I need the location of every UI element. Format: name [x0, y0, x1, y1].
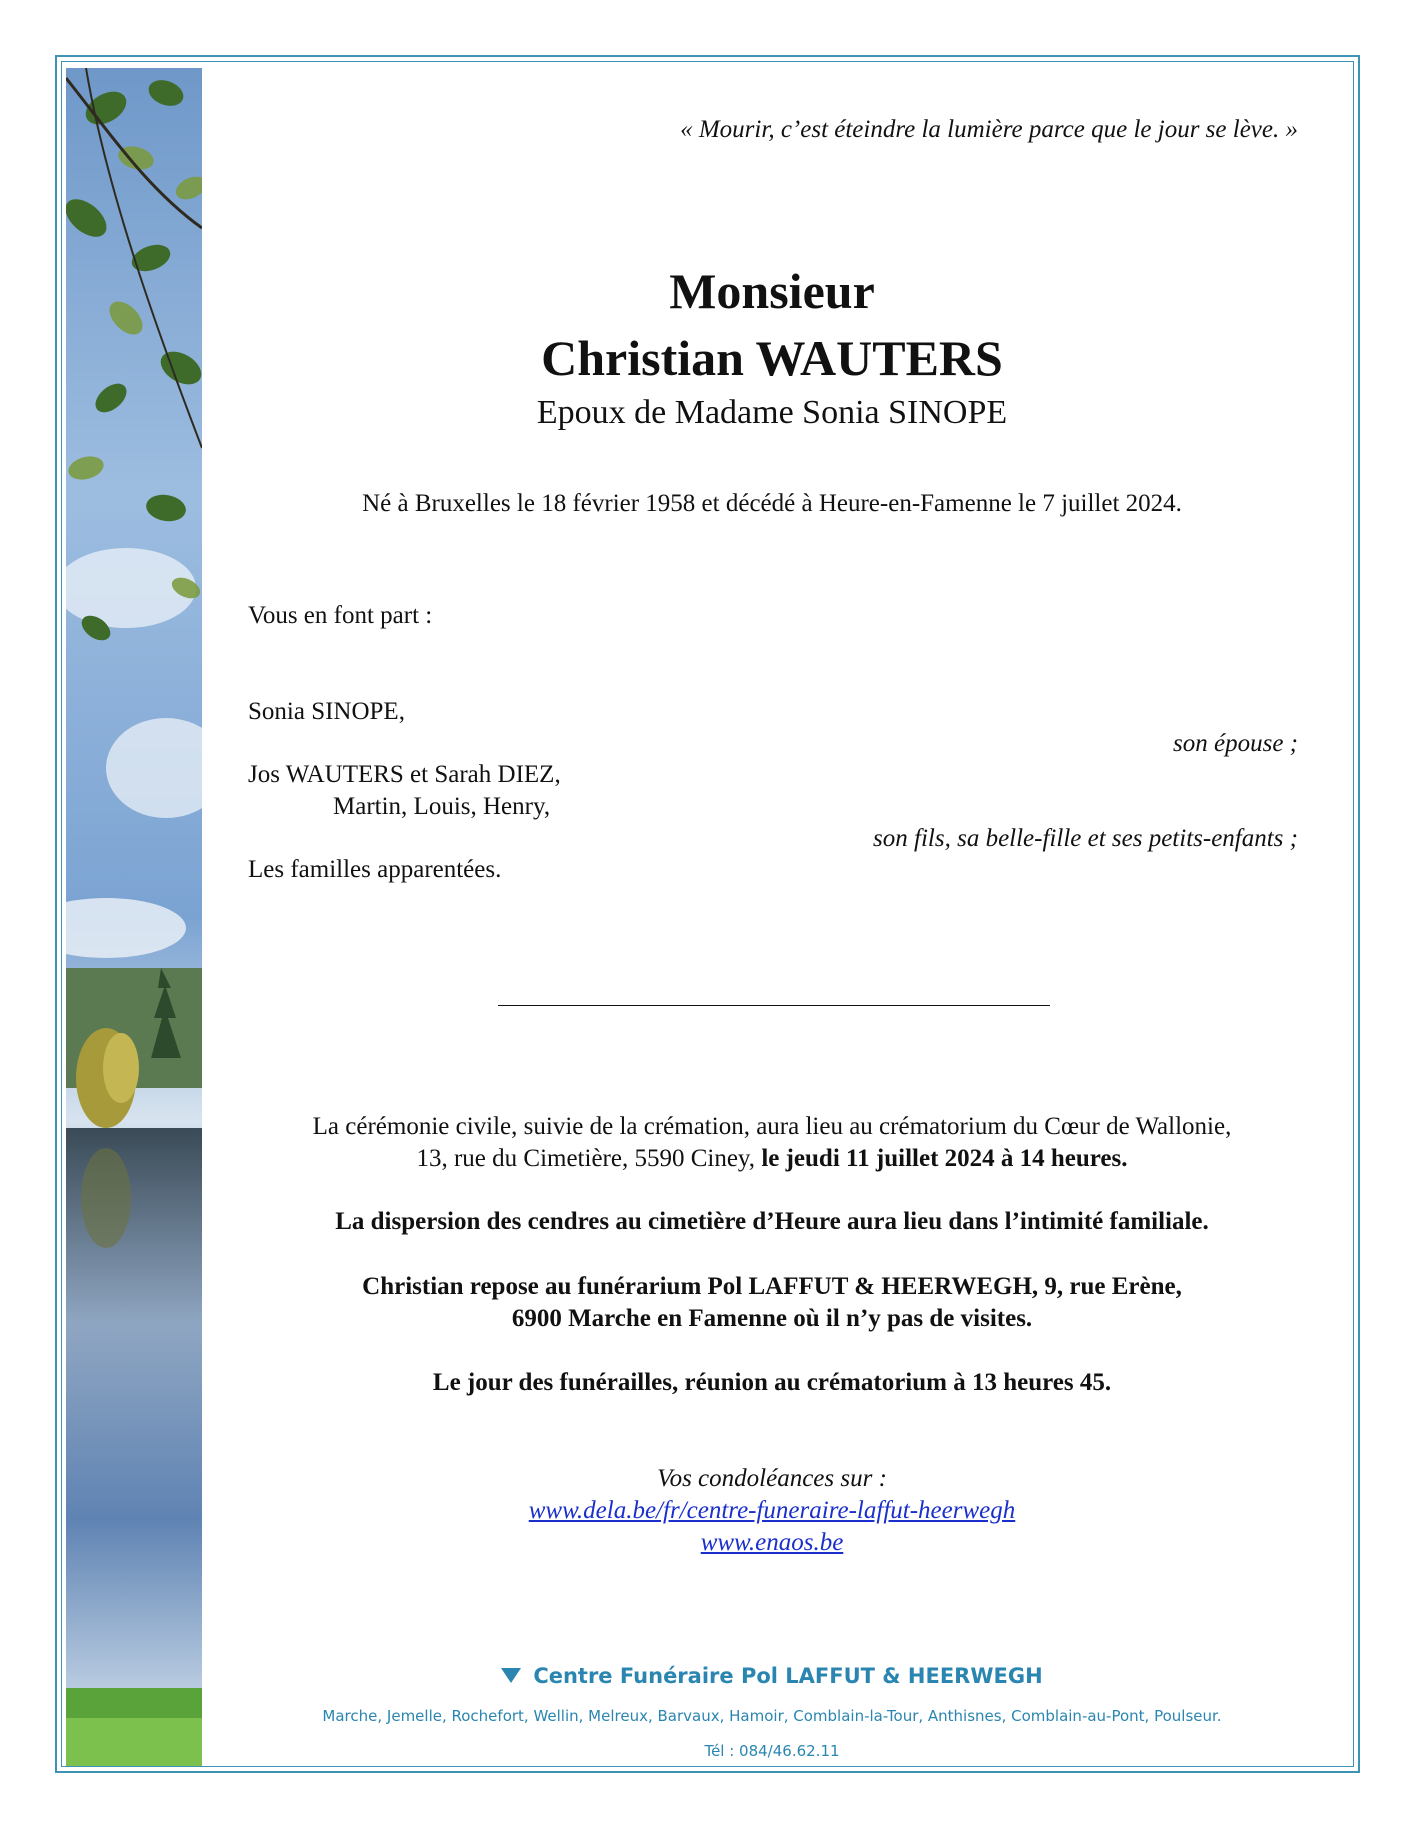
funeral-home-name-row [202, 1664, 1342, 1688]
dela-link[interactable]: www.dela.be/fr/centre-funeraire-laffut-heerwegh [528, 1497, 1016, 1524]
funeral-home-phone: Tél : 084/46.62.11 [704, 1742, 840, 1760]
triangle-down-icon [501, 1668, 521, 1683]
nature-photo-strip [66, 68, 202, 1766]
family-son-role: son fils, sa belle-fille et ses petits-enfants ; [873, 825, 1298, 852]
family-wife: Sonia SINOPE, [248, 698, 405, 725]
opening-quote: « Mourir, c’est éteindre la lumière parce que le jour se lève. » [680, 116, 1298, 143]
condolences-label: Vos condoléances sur : [657, 1465, 887, 1492]
condolences-link-1-row [202, 1497, 1342, 1525]
meeting-line: Le jour des funérailles, réunion au crématorium à 13 heures 45. [432, 1369, 1112, 1396]
ceremony-line-1: La cérémonie civile, suivie de la crémation, aura lieu au crématorium du Cœur de Wallonie, [312, 1113, 1232, 1140]
funeral-home-name: Centre Funéraire Pol LAFFUT & HEERWEGH [533, 1664, 1043, 1688]
repose-line-1: Christian repose au funérarium Pol LAFFUT & HEERWEGH, 9, rue Erène, [362, 1273, 1182, 1300]
funeral-home-locations: Marche, Jemelle, Rochefort, Wellin, Melreux, Barvaux, Hamoir, Comblain-la-Tour, Anthisnes, Comblain-au-Pont, Poulseur. [322, 1707, 1222, 1725]
enaos-link[interactable]: www.enaos.be [700, 1529, 844, 1556]
family-relatives: Les familles apparentées. [248, 856, 502, 883]
spouse-line: Epoux de Madame Sonia SINOPE [536, 394, 1008, 431]
family-grandchildren: Martin, Louis, Henry, [333, 793, 551, 820]
announce-label: Vous en font part : [248, 602, 433, 629]
honorific: Monsieur [669, 263, 875, 319]
ceremony-line-2 [202, 1145, 1342, 1173]
repose-line-2: 6900 Marche en Famenne où il n’y pas de visites. [511, 1305, 1033, 1332]
dispersion-line: La dispersion des cendres au cimetière d’Heure aura lieu dans l’intimité familiale. [335, 1208, 1209, 1235]
birth-death-line: Né à Bruxelles le 18 février 1958 et décédé à Heure-en-Famenne le 7 juillet 2024. [362, 490, 1182, 517]
family-son: Jos WAUTERS et Sarah DIEZ, [248, 761, 561, 788]
ceremony-address: 13, rue du Cimetière, 5590 Ciney, [416, 1145, 756, 1172]
section-divider [498, 1005, 1050, 1006]
ceremony-date: le jeudi 11 juillet 2024 à 14 heures. [761, 1145, 1128, 1172]
family-wife-role: son épouse ; [1173, 730, 1298, 757]
condolences-link-2-row [202, 1529, 1342, 1557]
deceased-name: Christian WAUTERS [541, 330, 1003, 386]
